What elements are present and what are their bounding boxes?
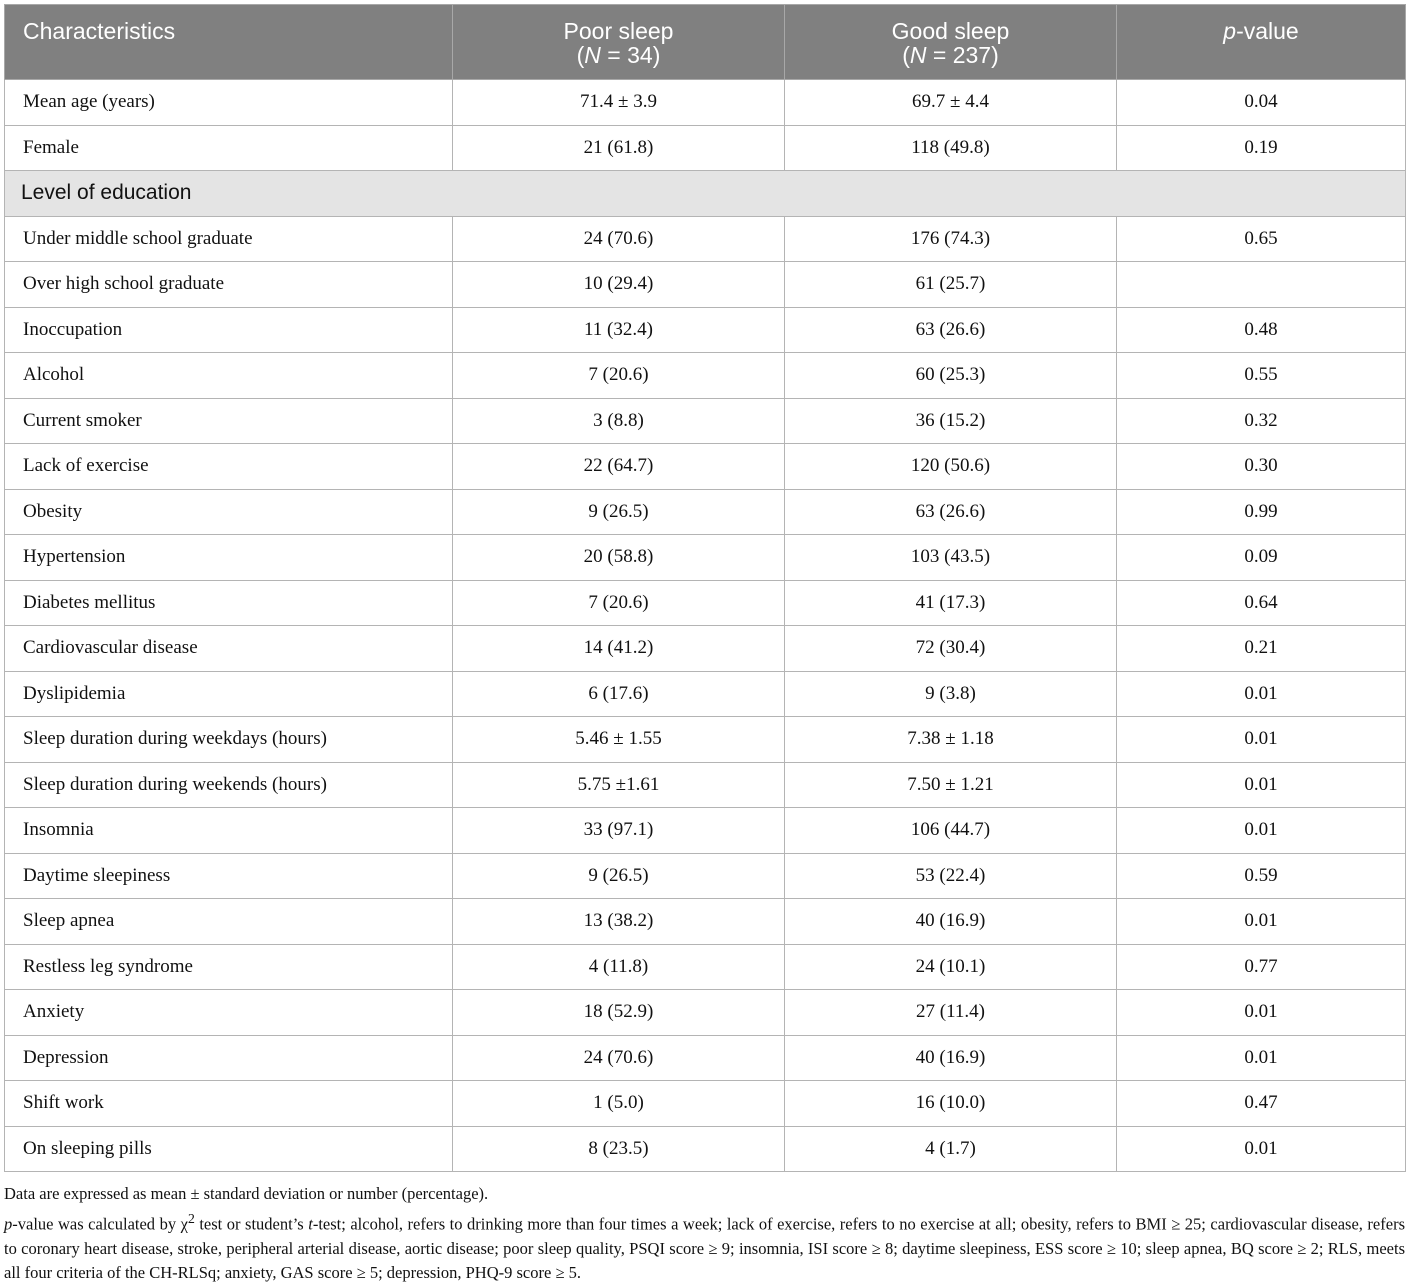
row-label: Sleep apnea (5, 899, 453, 945)
poor-sleep-value: 1 (5.0) (453, 1081, 785, 1127)
good-sleep-value: 40 (16.9) (785, 1035, 1117, 1081)
section-row-education (5, 171, 1406, 217)
poor-sleep-value: 21 (61.8) (453, 125, 785, 171)
p-value: 0.30 (1117, 444, 1406, 490)
table-row (5, 899, 1406, 945)
row-label: Insomnia (5, 808, 453, 854)
table-row (5, 1081, 1406, 1127)
good-sleep-value: 60 (25.3) (785, 353, 1117, 399)
p-value (1117, 262, 1406, 308)
table-row (5, 762, 1406, 808)
header-good-sleep-n: (N = 237) (902, 42, 999, 68)
poor-sleep-value: 18 (52.9) (453, 990, 785, 1036)
p-value: 0.59 (1117, 853, 1406, 899)
characteristics-table (4, 4, 1406, 1172)
p-value: 0.64 (1117, 580, 1406, 626)
good-sleep-value: 53 (22.4) (785, 853, 1117, 899)
table-body-top (5, 80, 1406, 171)
good-sleep-value: 41 (17.3) (785, 580, 1117, 626)
row-label: Mean age (years) (5, 80, 453, 126)
table-footnotes (4, 1182, 1405, 1286)
header-characteristics: Characteristics (5, 5, 453, 80)
poor-sleep-value: 14 (41.2) (453, 626, 785, 672)
characteristics-table-container (4, 4, 1405, 1286)
good-sleep-value: 63 (26.6) (785, 307, 1117, 353)
header-poor-sleep-n: (N = 34) (576, 42, 661, 68)
poor-sleep-value: 7 (20.6) (453, 353, 785, 399)
good-sleep-value: 63 (26.6) (785, 489, 1117, 535)
row-label: Cardiovascular disease (5, 626, 453, 672)
row-label: Sleep duration during weekends (hours) (5, 762, 453, 808)
p-value: 0.47 (1117, 1081, 1406, 1127)
table-row (5, 444, 1406, 490)
poor-sleep-value: 71.4 ± 3.9 (453, 80, 785, 126)
p-value: 0.55 (1117, 353, 1406, 399)
table-row (5, 353, 1406, 399)
poor-sleep-value: 13 (38.2) (453, 899, 785, 945)
p-value: 0.04 (1117, 80, 1406, 126)
p-value: 0.19 (1117, 125, 1406, 171)
row-label: Diabetes mellitus (5, 580, 453, 626)
p-value: 0.77 (1117, 944, 1406, 990)
poor-sleep-value: 3 (8.8) (453, 398, 785, 444)
poor-sleep-value: 5.46 ± 1.55 (453, 717, 785, 763)
p-value: 0.01 (1117, 717, 1406, 763)
table-row (5, 580, 1406, 626)
row-label: Sleep duration during weekdays (hours) (5, 717, 453, 763)
poor-sleep-value: 11 (32.4) (453, 307, 785, 353)
row-label: Obesity (5, 489, 453, 535)
good-sleep-value: 7.50 ± 1.21 (785, 762, 1117, 808)
table-row (5, 1035, 1406, 1081)
row-label: Daytime sleepiness (5, 853, 453, 899)
table-header-row (5, 5, 1406, 80)
table-row (5, 307, 1406, 353)
header-poor-sleep-title: Poor sleep (563, 18, 674, 44)
p-value: 0.01 (1117, 1126, 1406, 1172)
good-sleep-value: 106 (44.7) (785, 808, 1117, 854)
row-label: Under middle school graduate (5, 216, 453, 262)
table-row (5, 990, 1406, 1036)
p-value: 0.01 (1117, 990, 1406, 1036)
p-value: 0.09 (1117, 535, 1406, 581)
good-sleep-value: 103 (43.5) (785, 535, 1117, 581)
p-value: 0.65 (1117, 216, 1406, 262)
good-sleep-value: 72 (30.4) (785, 626, 1117, 672)
good-sleep-value: 120 (50.6) (785, 444, 1117, 490)
row-label: Depression (5, 1035, 453, 1081)
good-sleep-value: 16 (10.0) (785, 1081, 1117, 1127)
row-label: Female (5, 125, 453, 171)
table-row (5, 717, 1406, 763)
table-row (5, 398, 1406, 444)
row-label: Over high school graduate (5, 262, 453, 308)
p-value: 0.01 (1117, 762, 1406, 808)
poor-sleep-value: 9 (26.5) (453, 489, 785, 535)
table-row (5, 535, 1406, 581)
p-value: 0.48 (1117, 307, 1406, 353)
poor-sleep-value: 7 (20.6) (453, 580, 785, 626)
good-sleep-value: 4 (1.7) (785, 1126, 1117, 1172)
poor-sleep-value: 10 (29.4) (453, 262, 785, 308)
table-row (5, 80, 1406, 126)
good-sleep-value: 27 (11.4) (785, 990, 1117, 1036)
table-row (5, 1126, 1406, 1172)
header-poor-sleep (453, 5, 785, 80)
poor-sleep-value: 20 (58.8) (453, 535, 785, 581)
poor-sleep-value: 9 (26.5) (453, 853, 785, 899)
poor-sleep-value: 24 (70.6) (453, 1035, 785, 1081)
header-good-sleep (785, 5, 1117, 80)
footnote-data-expression: Data are expressed as mean ± standard deviation or number (percentage). (4, 1184, 489, 1203)
good-sleep-value: 9 (3.8) (785, 671, 1117, 717)
poor-sleep-value: 6 (17.6) (453, 671, 785, 717)
row-label: Restless leg syndrome (5, 944, 453, 990)
table-row (5, 125, 1406, 171)
table-body-bottom (5, 216, 1406, 1172)
poor-sleep-value: 5.75 ±1.61 (453, 762, 785, 808)
table-section (5, 171, 1406, 217)
poor-sleep-value: 8 (23.5) (453, 1126, 785, 1172)
good-sleep-value: 118 (49.8) (785, 125, 1117, 171)
good-sleep-value: 40 (16.9) (785, 899, 1117, 945)
row-label: Dyslipidemia (5, 671, 453, 717)
table-row (5, 489, 1406, 535)
good-sleep-value: 36 (15.2) (785, 398, 1117, 444)
good-sleep-value: 69.7 ± 4.4 (785, 80, 1117, 126)
good-sleep-value: 24 (10.1) (785, 944, 1117, 990)
row-label: Alcohol (5, 353, 453, 399)
poor-sleep-value: 33 (97.1) (453, 808, 785, 854)
good-sleep-value: 7.38 ± 1.18 (785, 717, 1117, 763)
table-row (5, 671, 1406, 717)
p-value: 0.01 (1117, 899, 1406, 945)
good-sleep-value: 176 (74.3) (785, 216, 1117, 262)
poor-sleep-value: 22 (64.7) (453, 444, 785, 490)
p-value: 0.01 (1117, 808, 1406, 854)
good-sleep-value: 61 (25.7) (785, 262, 1117, 308)
row-label: Inoccupation (5, 307, 453, 353)
row-label: Hypertension (5, 535, 453, 581)
p-value: 0.01 (1117, 1035, 1406, 1081)
row-label: On sleeping pills (5, 1126, 453, 1172)
footnote-definitions: p-value was calculated by $\chi^2$ test or student’s t-test; alcohol, refers to drinking more than four times a week; lack of exercise, refers to no exercise at all; obesity, refers to BMI ≥ 25; cardiovascular disease, refers to coronary heart disease, stroke, peripheral arterial disease, aortic disease; poor sleep quality, PSQI score ≥ 9; insomnia, ISI score ≥ 8; daytime sleepiness, ESS score ≥ 10; sleep apnea, BQ score ≥ 2; RLS, meets all four criteria of the CH-RLSq; anxiety, GAS score ≥ 5; depression, PHQ-9 score ≥ 5. (4, 1210, 1405, 1282)
row-label: Lack of exercise (5, 444, 453, 490)
poor-sleep-value: 24 (70.6) (453, 216, 785, 262)
table-row (5, 944, 1406, 990)
p-value: 0.21 (1117, 626, 1406, 672)
table-row (5, 216, 1406, 262)
table-row (5, 262, 1406, 308)
row-label: Shift work (5, 1081, 453, 1127)
header-p-value: p-value (1117, 5, 1406, 80)
header-good-sleep-title: Good sleep (891, 18, 1010, 44)
table-row (5, 853, 1406, 899)
row-label: Anxiety (5, 990, 453, 1036)
section-label: Level of education (5, 171, 1406, 217)
table-row (5, 626, 1406, 672)
p-value: 0.01 (1117, 671, 1406, 717)
p-value: 0.99 (1117, 489, 1406, 535)
table-row (5, 808, 1406, 854)
poor-sleep-value: 4 (11.8) (453, 944, 785, 990)
p-value: 0.32 (1117, 398, 1406, 444)
row-label: Current smoker (5, 398, 453, 444)
